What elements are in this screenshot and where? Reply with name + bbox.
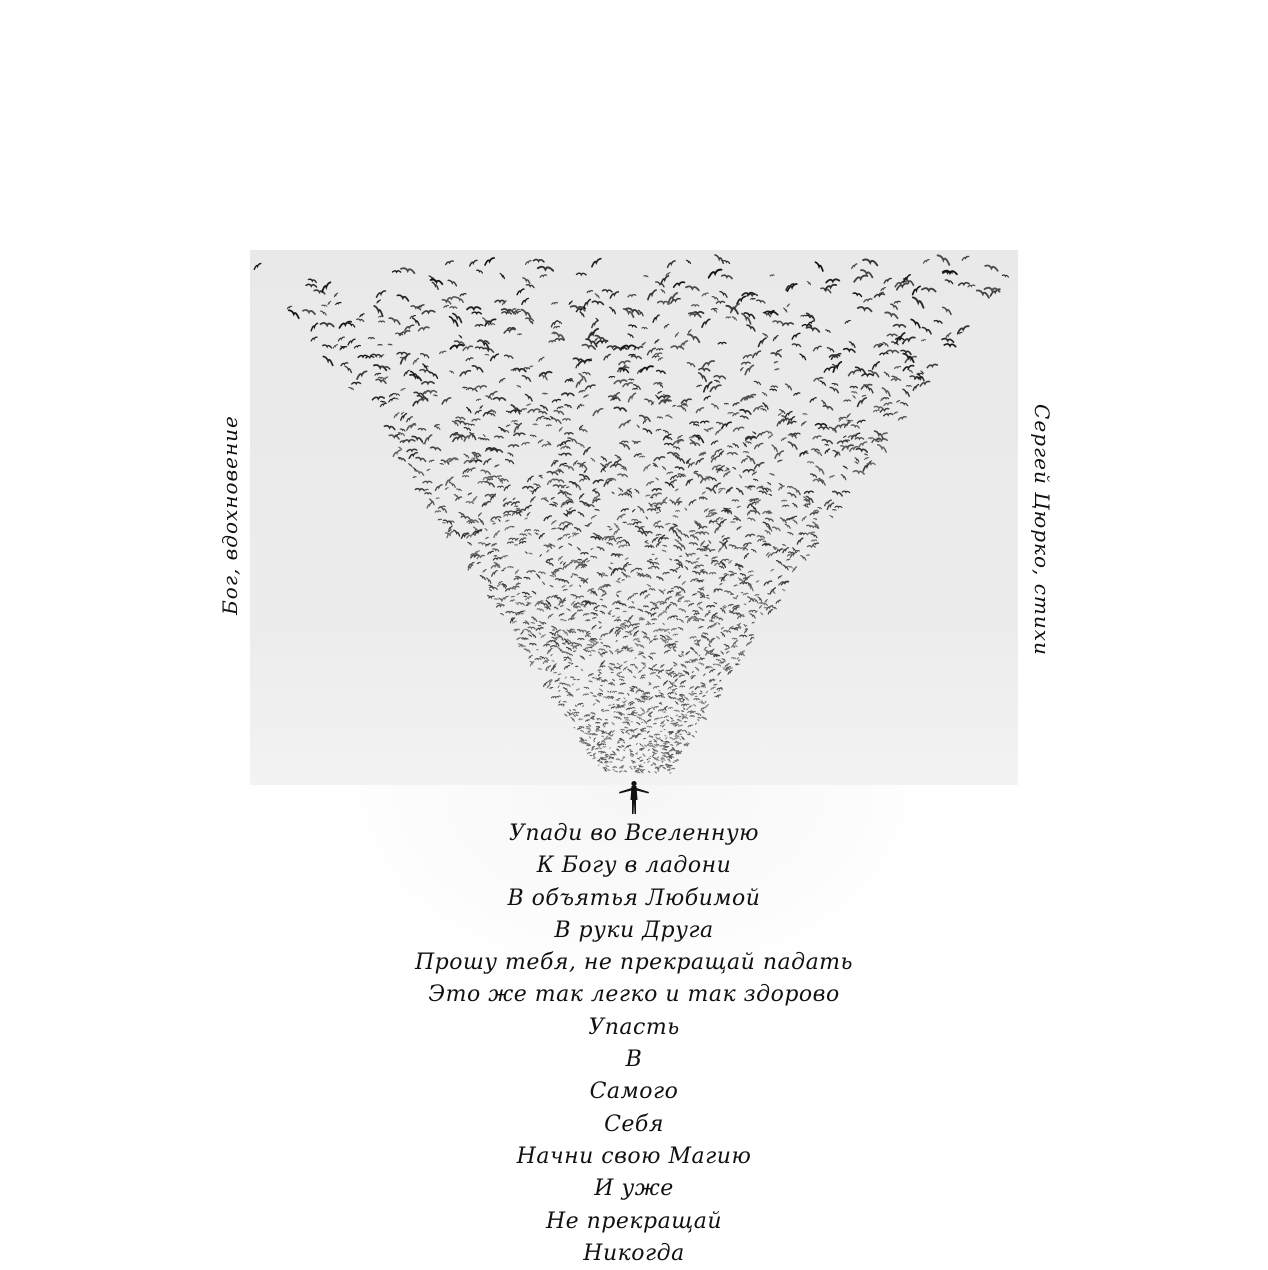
poem-line: Упасть — [588, 1014, 680, 1040]
poem-line: И уже — [594, 1176, 674, 1202]
poem-line: В — [625, 1047, 643, 1073]
flock-of-birds-photo — [250, 250, 1018, 785]
poem-line: В руки Друга — [554, 917, 714, 943]
poem-line: Прошу тебя, не прекращай падать — [414, 950, 854, 976]
poem-line: Не прекращай — [545, 1208, 723, 1234]
poem-line: В объятья Любимой — [507, 885, 761, 911]
person-figure-icon — [616, 778, 652, 818]
poem-line: Это же так легко и так здорово — [428, 982, 840, 1008]
poem-line: Самого — [589, 1079, 679, 1105]
poem-line: Упади во Вселенную — [509, 821, 759, 846]
poem-line: К Богу в ладони — [536, 853, 732, 879]
birds-group — [254, 255, 1008, 773]
birds-flock-icon — [250, 250, 1018, 785]
poem-line: Себя — [604, 1111, 664, 1137]
poem-line: Начни свою Магию — [516, 1143, 752, 1169]
poem-line: Никогда — [583, 1240, 685, 1266]
side-caption-right: Сергей Цюрко, стихи — [1030, 404, 1054, 656]
poem — [0, 818, 1268, 1270]
side-caption-left: Бог, вдохновение — [218, 415, 242, 615]
